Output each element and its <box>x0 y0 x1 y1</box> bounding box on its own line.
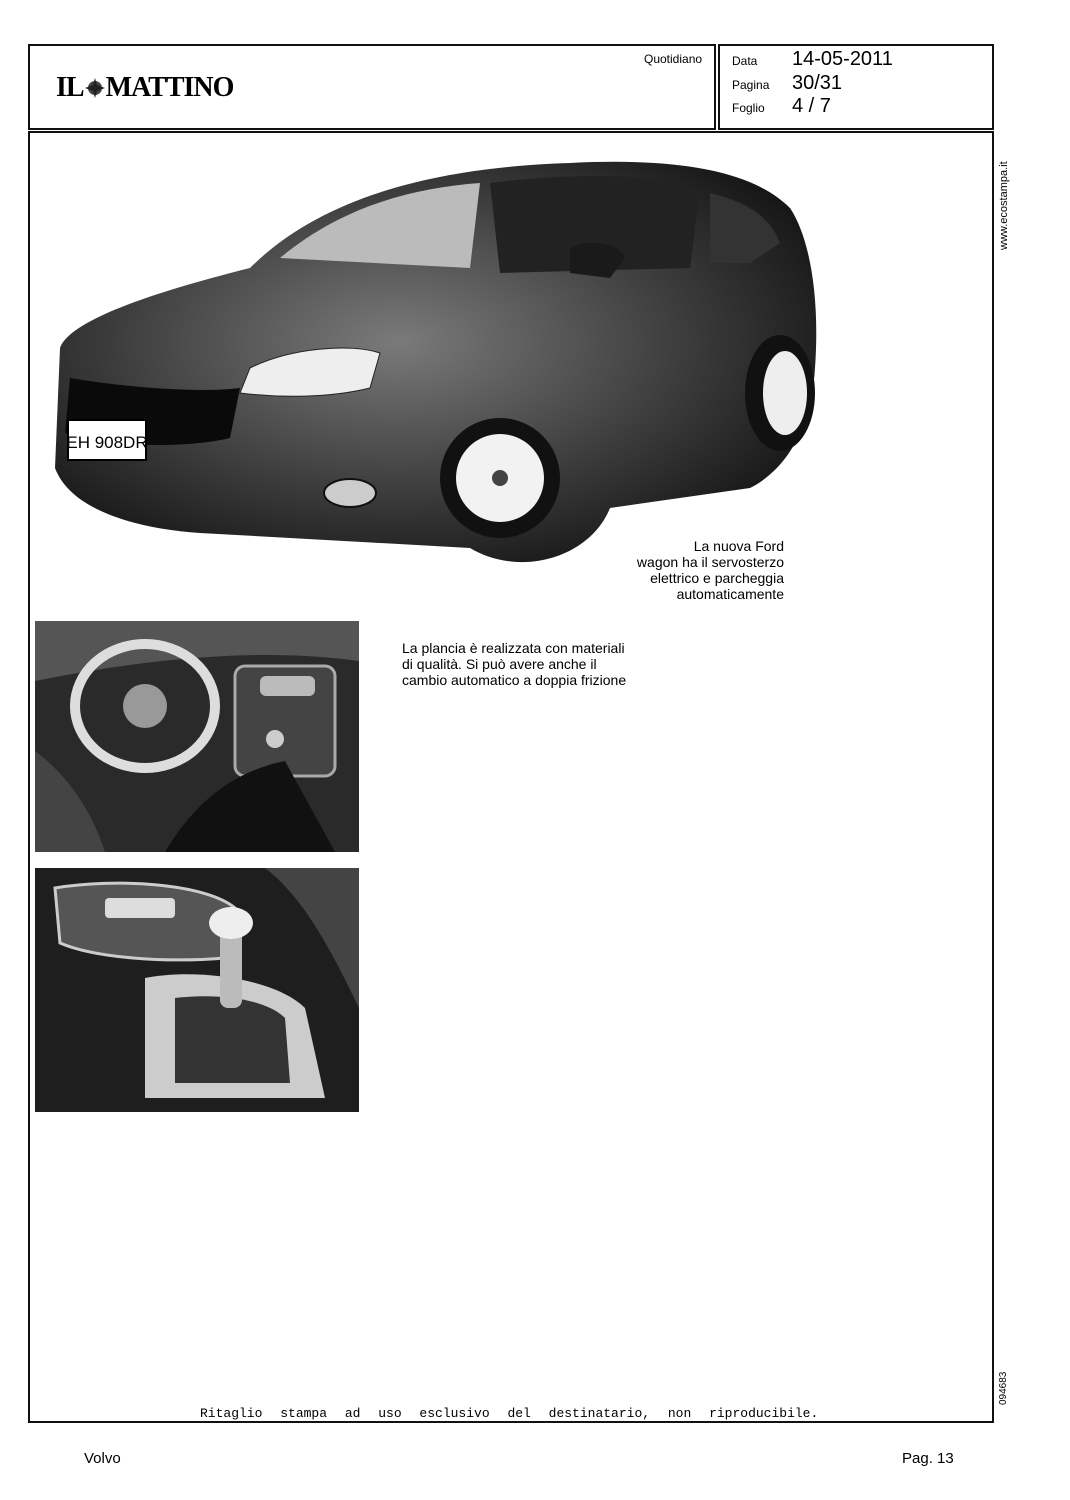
sheet-value: 4 / 7 <box>792 95 831 117</box>
gear-shifter-photo <box>35 868 359 1112</box>
logo-emblem-icon <box>84 75 106 97</box>
car-caption-line: automaticamente <box>676 586 784 602</box>
car-caption <box>600 538 784 602</box>
newspaper-logo <box>56 72 233 104</box>
car-photo <box>50 148 820 596</box>
sheet-label: Foglio <box>732 101 765 115</box>
copyright-notice: Ritaglio stampa ad uso esclusivo del destinatario, non riproducibile. <box>200 1406 819 1421</box>
logo-text-right: MATTINO <box>105 72 234 103</box>
dashboard-caption <box>402 640 662 688</box>
car-caption-line: La nuova Ford <box>693 538 784 554</box>
dashboard-photo <box>35 621 359 852</box>
date-label: Data <box>732 54 758 68</box>
dashboard-caption-line: cambio automatico a doppia frizione <box>402 672 627 688</box>
dashboard-caption-line: La plancia è realizzata con materiali <box>402 640 625 656</box>
page-number: Pag. 13 <box>902 1450 954 1467</box>
logo-text-left: IL <box>56 72 84 103</box>
page-value: 30/31 <box>792 72 843 94</box>
page-label: Pagina <box>732 78 770 92</box>
publication-type: Quotidiano <box>644 52 703 66</box>
date-value: 14-05-2011 <box>792 48 893 70</box>
side-code: 094683 <box>998 1371 1009 1405</box>
side-url: www.ecostampa.it <box>998 161 1010 250</box>
dashboard-caption-line: di qualità. Si può avere anche il <box>402 656 597 672</box>
license-plate: EH 908DR <box>66 433 148 452</box>
car-caption-line: wagon ha il servosterzo <box>636 554 784 570</box>
car-caption-line: elettrico e parcheggia <box>650 570 784 586</box>
client-name: Volvo <box>84 1450 121 1467</box>
